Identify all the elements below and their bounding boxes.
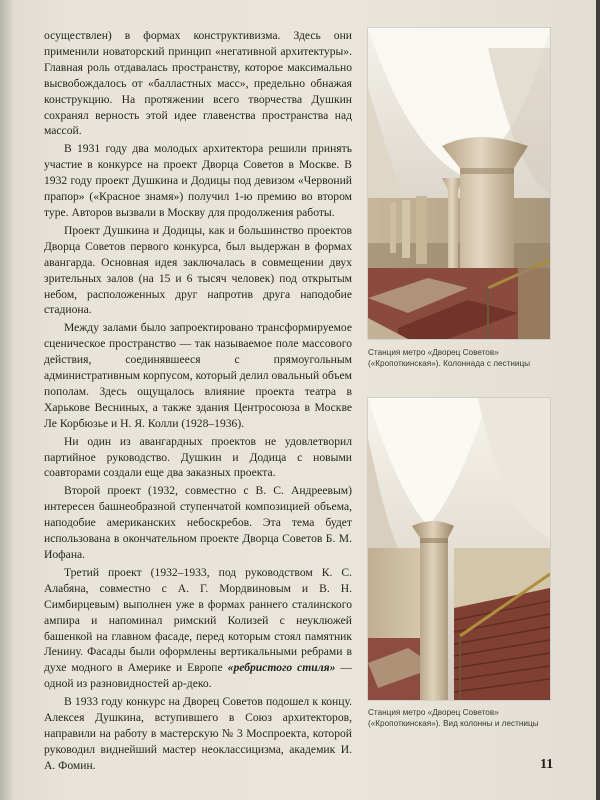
photo-colonnade-image <box>368 28 550 339</box>
paragraph-7-text-b: — одной из разновидностей ар-деко. <box>44 661 353 691</box>
paragraph-7-text-a: Третий проект (1932–1933, под руководством К. С. Алабяна, совместно с А. Г. Мордвиновым и В. Н. Симбирцевым) выполнен уже в формах раннего сталинского ампира и напоминал римский Колизей с неуклюжей башенкой на главном фасаде, перед которым стоял памятник Ленину. Фасады были оформлены вертикальными ребрами в духе модного в Америке и Европе <box>44 565 352 675</box>
paragraph-8: В 1933 году конкурс на Дворец Советов подошел к концу. Алексея Душкина, вступившего в Союз архитекторов, направили на работу в мастерскую № 3 Моспроекта, которой руководил виднейший мастер неоклассицизма, академик И. А. Фомин. <box>44 695 352 772</box>
body-text-column <box>44 28 352 774</box>
spine-shadow <box>0 0 14 800</box>
photo-colonnade-caption: Станция метро «Дворец Советов» («Кропоткинская»). Колоннада с лестницы <box>368 348 531 368</box>
photo-column-stairs-image <box>368 398 550 700</box>
photo-column-stairs-caption: Станция метро «Дворец Советов» («Кропоткинская»). Вид колонны и лестницы <box>368 708 539 728</box>
paragraph-1: осуществлен) в формах конструктивизма. Здесь они применили новаторский принцип «негативной архитектуры». Главная роль отдавалась пространству, которое максимально высвобождалось от «балластных масс», предельно обнажая конструкцию. На протяжении всего творчества Душкин сохранял верность этой идее главенства пространства над массой. <box>44 29 352 138</box>
paragraph-7 <box>44 565 352 692</box>
page-number: 11 <box>540 757 554 772</box>
paragraph-5: Ни один из авангардных проектов не удовлетворил партийное руководство. Душкин и Додица с новыми соавторами создали еще два заказных проекта. <box>44 434 352 480</box>
paragraph-4: Между залами было запроектировано трансформируемое сценическое пространство — так называемое поле массового действия, соединявшееся с прямоугольным административным корпусом, который делил овальный объем пополам. Здесь ощущалось влияние проекта театра в Харькове Весниных, а также здания Центросоюза в Москве Ле Корбюзье и Н. Я. Колли (1928–1936). <box>44 321 352 430</box>
ribbed-style-emphasis: «ребристого стиля» <box>227 661 336 675</box>
photo-colonnade <box>368 28 550 339</box>
paragraph-2: В 1931 году два молодых архитектора решили принять участие в конкурсе на проект Дворца Советов в Москве. В 1932 году проект Душкина и Додицы под девизом «Червоний прапор» («Красное знамя») получил 1-ю премию во втором туре. Авторов вызвали в Москву для продолжения работы. <box>44 142 352 219</box>
paragraph-6: Второй проект (1932, совместно с В. С. Андреевым) интересен башнеобразной ступенчатой композицией объема, наподобие американских небоскребов. Эта тема будет использована в окончательном проекте Дворца Советов Б. М. Иофана. <box>44 484 352 561</box>
paragraph-3: Проект Душкина и Додицы, как и большинство проектов Дворца Советов первого конкурса, был выдержан в формах авангарда. Основная идея заключалась в совмещении двух зрительных залов (на 15 и 6 тысяч человек) под открытым небом, расположенных друг напротив друга наподобие стадиона. <box>44 223 352 317</box>
photo-column-stairs <box>368 398 550 700</box>
